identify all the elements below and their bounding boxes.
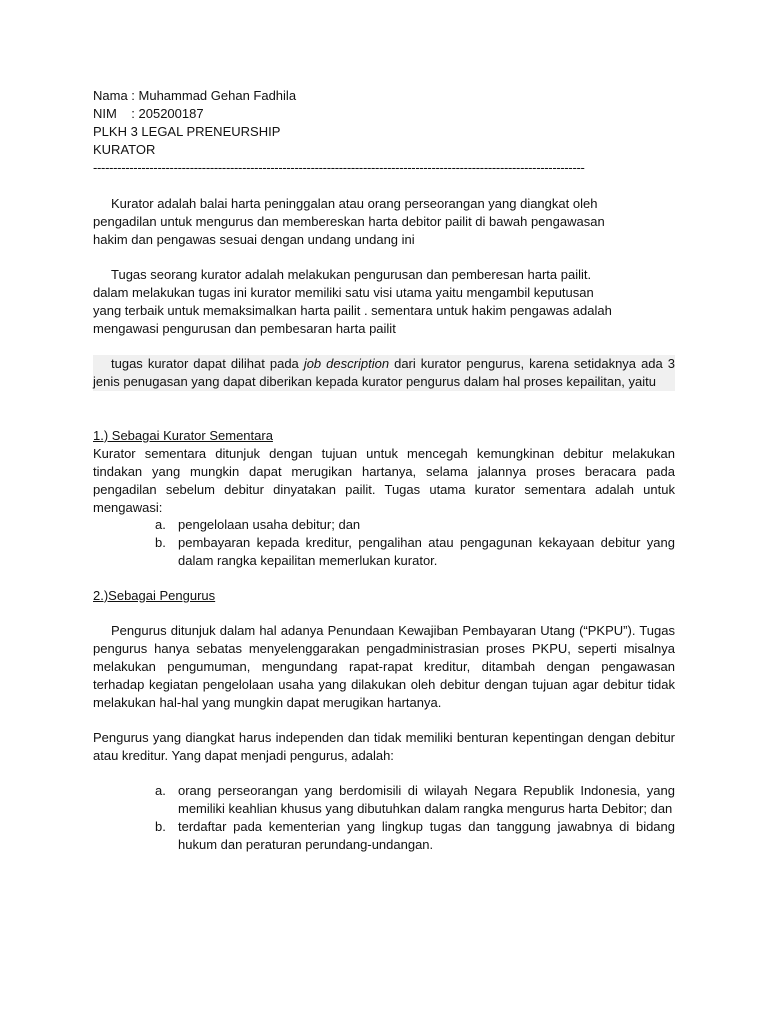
section-2-paragraph-1: Pengurus ditunjuk dalam hal adanya Penundaan Kewajiban Pembayaran Utang (“PKPU”). Tugas pengurus hanya sebatas menyelenggarakan pengadministrasian proses PKPU, seperti misalnya melakukan pengumuman, mengundang rapat-rapat kreditur, ditambah dengan pengawasan terhadap kegiatan pengelolaan usaha yang dilakukan oleh debitur dengan tujuan agar debitur tidak melakukan hal-hal yang mungkin dapat merugikan hartanya. [93,623,675,710]
paragraph-line: Tugas seorang kurator adalah melakukan pengurusan dan pemberesan harta pailit. [111,267,592,282]
section-2-list [155,782,675,854]
list-marker: b. [155,819,166,834]
paragraph-line: dalam melakukan tugas ini kurator memiliki satu visi utama yaitu mengambil keputusan [93,285,594,300]
list-item: b. pembayaran kepada kreditur, pengalihan atau pengagunan kekayaan debitur yang dalam rangka kepailitan memerlukan kurator. [155,535,675,568]
list-item: a. pengelolaan usaha debitur; dan [155,517,361,532]
paragraph-line: mengawasi pengurusan dan pembesaran harta pailit [93,321,396,336]
course-title: PLKH 3 LEGAL PRENEURSHIP [93,124,281,139]
section-2-paragraph-2: Pengurus yang diangkat harus independen dan tidak memiliki benturan kepentingan dengan debitur atau kreditur. Yang dapat menjadi pengurus, adalah: [93,730,675,763]
divider-line: -------------------------------------------------------------------------------------------------------------------------- [93,160,585,175]
paragraph-definition [93,195,675,249]
list-marker: a. [155,517,166,532]
topic-title: KURATOR [93,142,156,157]
student-nim: NIM : 205200187 [93,106,204,121]
paragraph-line: yang terbaik untuk memaksimalkan harta pailit . sementara untuk hakim pengawas adalah [93,303,612,318]
paragraph-line: pengadilan untuk mengurus dan membereskan harta debitor pailit di bawah pengawasan [93,214,605,229]
paragraph-job-description: tugas kurator dapat dilihat pada job description dari kurator pengurus, karena setidaknya ada 3 jenis penugasan yang dapat diberikan kepada kurator pengurus dalam hal proses kepailitan, yaitu [93,356,676,389]
list-item: b. terdaftar pada kementerian yang lingkup tugas dan tanggung jawabnya di bidang hukum dan peraturan perundang-undangan. [155,819,675,852]
paragraph-line: hakim dan pengawas sesuai dengan undang undang ini [93,232,415,247]
italic-term: job description [303,356,390,371]
paragraph-line: Kurator adalah balai harta peninggalan atau orang perseorangan yang diangkat oleh [111,196,598,211]
list-item: a. orang perseorangan yang berdomisili di wilayah Negara Republik Indonesia, yang memiliki keahlian khusus yang dibutuhkan dalam rangka mengurus harta Debitor; dan [155,783,675,816]
paragraph-duties [93,266,675,338]
section-2-heading: 2.)Sebagai Pengurus [93,588,216,603]
student-header [93,87,675,177]
list-marker: a. [155,783,166,798]
section-1-body: Kurator sementara ditunjuk dengan tujuan untuk mencegah kemungkinan debitur melakukan tindakan yang mungkin dapat merugikan hartanya, selama jalannya proses beracara pada pengadilan sebelum debitur dinyatakan pailit. Tugas utama kurator sementara adalah untuk mengawasi: [93,446,675,515]
student-name: Nama : Muhammad Gehan Fadhila [93,88,297,103]
section-1-list [155,516,675,570]
section-1-heading: 1.) Sebagai Kurator Sementara [93,428,273,443]
list-marker: b. [155,535,166,550]
